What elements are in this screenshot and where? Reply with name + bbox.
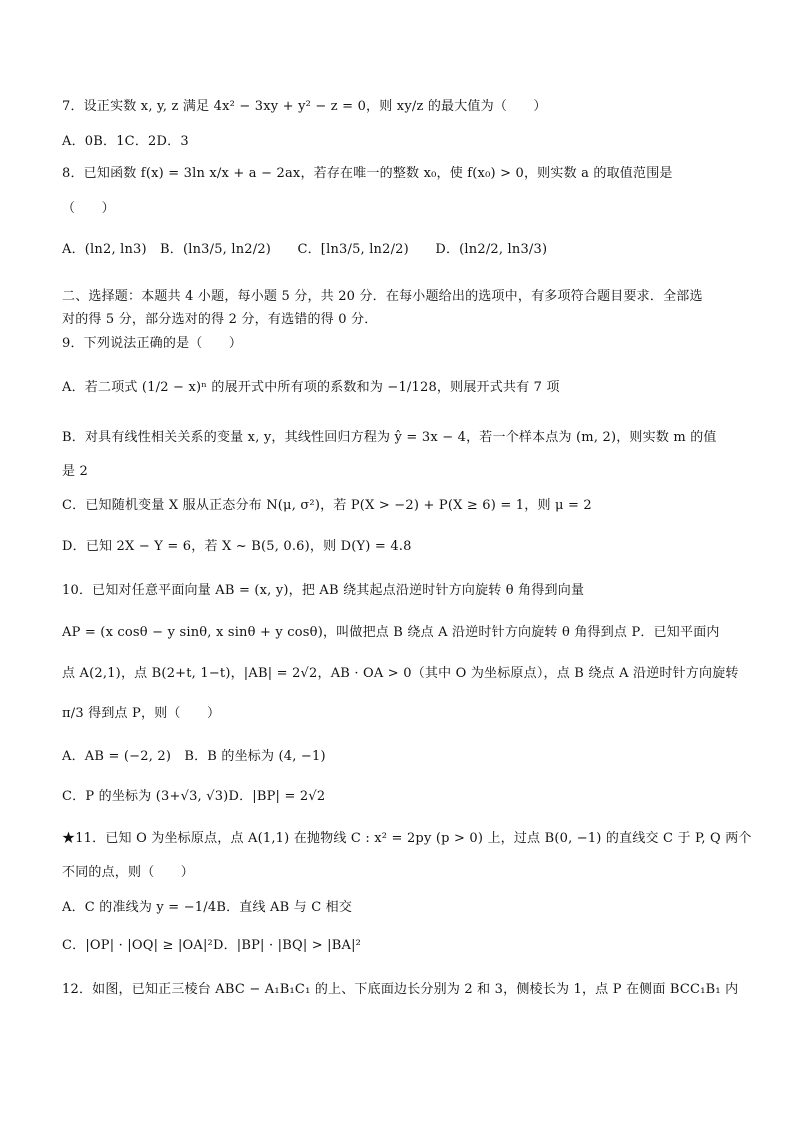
q11-line-2: 不同的点，则（ ） (62, 865, 195, 880)
q8-stem-cont: （ ） (62, 201, 115, 216)
q10-options-ab: A．AB = (−2, 2) B．B 的坐标为 (4, −1) (62, 749, 326, 764)
q9-stem: 9．下列说法正确的是（ ） (62, 336, 243, 351)
q8-stem: 8．已知函数 f(x) = 3ln x/x + a − 2ax，若存在唯一的整数 x₀，使 f(x₀) > 0，则实数 a 的取值范围是 (62, 166, 673, 181)
q9-option-b-2: 是 2 (62, 464, 89, 479)
q9-option-d: D．已知 2X − Y = 6，若 X ~ B(5, 0.6)，则 D(Y) = 4.8 (62, 539, 412, 554)
q11-options-ab: A．C 的准线为 y = −1/4B．直线 AB 与 C 相交 (62, 900, 353, 915)
q7-stem: 7．设正实数 x, y, z 满足 4x² − 3xy + y² − z = 0，则 xy/z 的最大值为（ ） (62, 99, 547, 114)
q11-line-1: ★11．已知 O 为坐标原点，点 A(1,1) 在抛物线 C : x² = 2py (p > 0) 上，过点 B(0, −1) 的直线交 C 于 P, Q 两个 (62, 831, 752, 846)
section2-instructions-2: 对的得 5 分，部分选对的得 2 分，有选错的得 0 分． (62, 312, 378, 327)
q9-option-b-1: B．对具有线性相关关系的变量 x, y，其线性回归方程为 ŷ = 3x − 4，若一个样本点为 (m, 2)，则实数 m 的值 (62, 430, 717, 445)
q9-option-c: C．已知随机变量 X 服从正态分布 N(μ, σ²)，若 P(X > −2) + P(X ≥ 6) = 1，则 μ = 2 (62, 498, 592, 513)
q10-line-3: 点 A(2,1)，点 B(2+t, 1−t)，|AB| = 2√2，AB · OA > 0（其中 O 为坐标原点），点 B 绕点 A 沿逆时针方向旋转 (62, 666, 739, 681)
q12-line-1: 12．如图，已知正三棱台 ABC − A₁B₁C₁ 的上、下底面边长分别为 2 和 3，侧棱长为 1，点 P 在侧面 BCC₁B₁ 内 (62, 982, 739, 997)
q10-options-cd: C．P 的坐标为 (3+√3, √3)D．|BP| = 2√2 (62, 789, 326, 804)
q10-line-2: AP = (x cosθ − y sinθ, x sinθ + y cosθ)，叫做把点 B 绕点 A 沿逆时针方向旋转 θ 角得到点 P．已知平面内 (62, 625, 720, 640)
q7-options: A．0B．1C．2D．3 (62, 134, 189, 149)
q8-options: A．(ln2, ln3) B．(ln3/5, ln2/2) C．[ln3/5, ln2/2) D．(ln2/2, ln3/3) (62, 242, 548, 257)
q9-option-a: A．若二项式 (1/2 − x)ⁿ 的展开式中所有项的系数和为 −1/128，则展开式共有 7 项 (62, 380, 560, 395)
q11-options-cd: C．|OP| · |OQ| ≥ |OA|²D．|BP| · |BQ| > |BA|² (62, 938, 362, 953)
q10-line-1: 10．已知对任意平面向量 AB = (x, y)，把 AB 绕其起点沿逆时针方向旋转 θ 角得到向量 (62, 583, 585, 598)
section2-instructions-1: 二、选择题：本题共 4 小题，每小题 5 分，共 20 分．在每小题给出的选项中，有多项符合题目要求．全部选 (62, 289, 703, 304)
q10-line-4: π/3 得到点 P，则（ ） (62, 706, 221, 721)
